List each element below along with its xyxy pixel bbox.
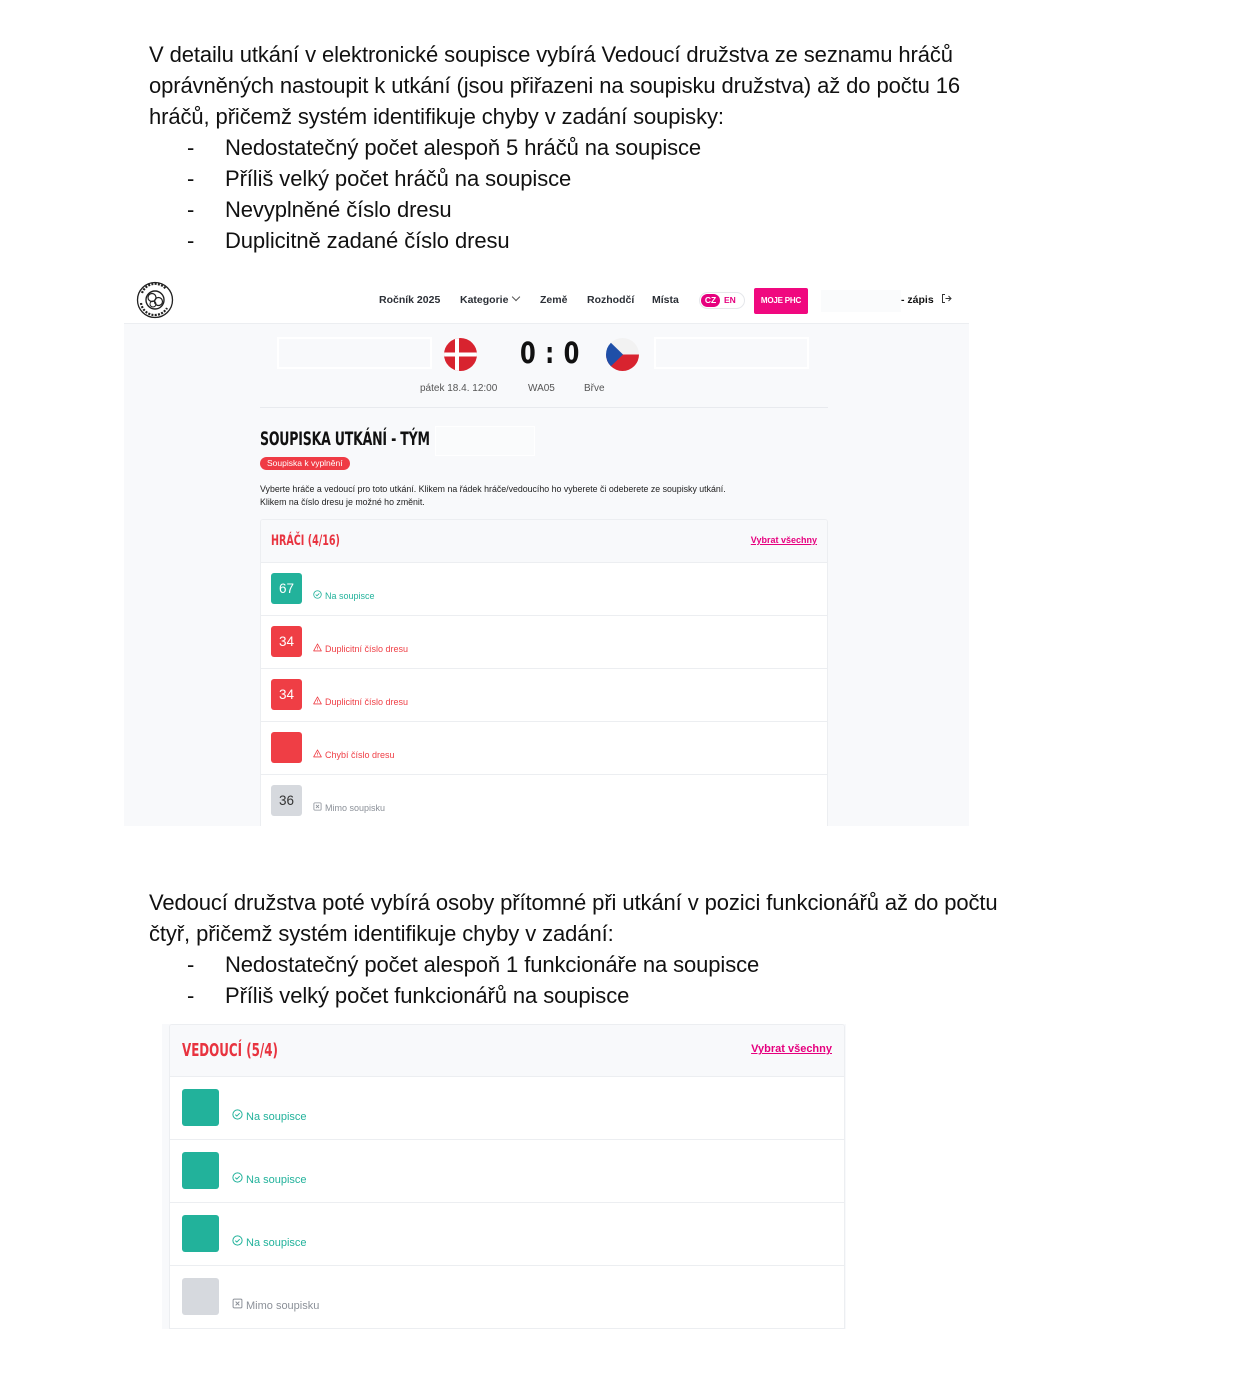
- outro-text: [149, 887, 998, 1011]
- row-status-text: Mimo soupisku: [246, 1299, 320, 1312]
- bullet-text: Nevyplněné číslo dresu: [225, 197, 452, 222]
- officials-error-list: [149, 949, 998, 1011]
- row-status-text: Na soupisce: [246, 1236, 307, 1249]
- bullet-dash: -: [187, 197, 195, 222]
- warning-triangle-icon: [313, 749, 322, 760]
- roster-row[interactable]: [170, 1266, 844, 1329]
- players-title: HRÁČI (4/16): [271, 533, 340, 549]
- row-status: [232, 1110, 307, 1124]
- jersey-number[interactable]: 34: [271, 626, 302, 657]
- jersey-number[interactable]: [182, 1089, 219, 1126]
- row-status-text: Na soupisce: [246, 1173, 307, 1186]
- nav-rocnik[interactable]: Ročník 2025: [379, 294, 441, 306]
- nav-zeme[interactable]: Země: [540, 294, 568, 306]
- warning-triangle-icon: [313, 696, 322, 707]
- match-venue: Břve: [584, 383, 605, 394]
- check-circle-icon: [232, 1172, 243, 1186]
- bullet-dash: -: [187, 135, 195, 160]
- jersey-number[interactable]: [271, 732, 302, 763]
- officials-card-header: [170, 1025, 844, 1077]
- roster-row[interactable]: [170, 1203, 844, 1266]
- denmark-flag-icon: [444, 338, 477, 371]
- nav-kategorie[interactable]: [460, 294, 519, 306]
- jersey-number[interactable]: [182, 1152, 219, 1189]
- bullet-dash: -: [187, 952, 195, 977]
- bullet-item: [149, 194, 960, 225]
- help-line: Klikem na číslo dresu je možné ho změnit.: [260, 497, 425, 507]
- bullet-text: Nedostatečný počet alespoň 1 funkcionáře na soupisce: [225, 952, 760, 977]
- jersey-number[interactable]: [182, 1215, 219, 1252]
- intro-text: [149, 39, 960, 256]
- players-card-header: [261, 520, 827, 563]
- bullet-text: Duplicitně zadané číslo dresu: [225, 228, 510, 253]
- row-status-text: Na soupisce: [325, 591, 375, 601]
- help-line: Vyberte hráče a vedoucí pro toto utkání. Klikem na řádek hráče/vedoucího ho vyberete či odeberete ze soupisky utkání.: [260, 484, 726, 494]
- nav-kategorie-label: Kategorie: [460, 294, 509, 306]
- divider: [260, 407, 828, 408]
- nav-rozhodci[interactable]: Rozhodčí: [587, 294, 635, 306]
- roster-row[interactable]: [261, 616, 827, 669]
- match-date: pátek 18.4. 12:00: [420, 383, 498, 394]
- bullet-item: [149, 225, 960, 256]
- roster-row[interactable]: [170, 1077, 844, 1140]
- outro-line: Vedoucí družstva poté vybírá osoby přítomné při utkání v pozici funkcionářů až do počtu: [149, 890, 998, 915]
- row-status-text: Na soupisce: [246, 1110, 307, 1123]
- row-status: [232, 1299, 319, 1313]
- bullet-text: Nedostatečný počet alespoň 5 hráčů na soupisce: [225, 135, 702, 160]
- top-navbar: [124, 276, 969, 324]
- logout-icon[interactable]: [941, 293, 952, 307]
- roster-screenshot: [124, 276, 969, 826]
- jersey-number[interactable]: 34: [271, 679, 302, 710]
- lang-en[interactable]: EN: [724, 295, 736, 305]
- roster-row[interactable]: [261, 775, 827, 826]
- select-all-players-link[interactable]: Vybrat všechny: [750, 535, 817, 545]
- roster-status-badge: Soupiska k vyplnění: [260, 457, 350, 470]
- bullet-item: [149, 132, 960, 163]
- outro-line: čtyř, přičemž systém identifikuje chyby v zadání:: [149, 921, 614, 946]
- moje-phc-button[interactable]: MOJE PHC: [754, 288, 808, 314]
- row-status: [313, 697, 408, 708]
- check-circle-icon: [232, 1109, 243, 1123]
- jersey-number[interactable]: 67: [271, 573, 302, 604]
- x-square-icon: [313, 802, 322, 813]
- players-list: [261, 563, 827, 826]
- row-status: [232, 1236, 307, 1250]
- row-status-text: Duplicitní číslo dresu: [325, 697, 409, 707]
- intro-line: hráčů, přičemž systém identifikuje chyby v zadání soupisky:: [149, 104, 724, 129]
- bullet-item: [149, 980, 998, 1011]
- jersey-number[interactable]: 36: [271, 785, 302, 816]
- team-name-redacted: [435, 426, 535, 456]
- select-all-officials-link[interactable]: Vybrat všechny: [751, 1043, 832, 1055]
- nav-mista[interactable]: Místa: [652, 294, 679, 306]
- user-role-label: - zápis: [901, 294, 934, 306]
- officials-card: [169, 1024, 845, 1329]
- match-score: 0 : 0: [520, 336, 581, 370]
- row-status: [313, 803, 385, 814]
- roster-row[interactable]: [261, 563, 827, 616]
- bullet-item: [149, 163, 960, 194]
- player-error-list: [149, 132, 960, 256]
- intro-line: oprávněných nastoupit k utkání (jsou přiřazeni na soupisku družstva) až do počtu 16: [149, 73, 961, 98]
- intro-line: V detailu utkání v elektronické soupisce vybírá Vedoucí družstva ze seznamu hráčů: [149, 42, 953, 67]
- roster-help-text: [260, 483, 726, 509]
- roster-row[interactable]: [170, 1140, 844, 1203]
- roster-row[interactable]: [261, 722, 827, 775]
- language-toggle[interactable]: [699, 292, 745, 309]
- jersey-number[interactable]: [182, 1278, 219, 1315]
- prague-handball-cup-logo[interactable]: [136, 281, 174, 319]
- row-status: [313, 644, 408, 655]
- check-circle-icon: [313, 590, 322, 601]
- bullet-text: Příliš velký počet funkcionářů na soupisce: [225, 983, 630, 1008]
- check-circle-icon: [232, 1235, 243, 1249]
- row-status-text: Mimo soupisku: [325, 803, 386, 813]
- row-status: [313, 591, 375, 602]
- home-team-name-redacted: [277, 337, 432, 369]
- bullet-dash: -: [187, 228, 195, 253]
- bullet-dash: -: [187, 983, 195, 1008]
- chevron-down-icon: [512, 293, 520, 301]
- match-code: WA05: [528, 383, 555, 394]
- officials-list: [170, 1077, 844, 1329]
- row-status: [313, 750, 395, 761]
- lang-cz[interactable]: CZ: [701, 294, 720, 307]
- bullet-text: Příliš velký počet hráčů na soupisce: [225, 166, 572, 191]
- officials-title: VEDOUCÍ (5/4): [182, 1040, 278, 1061]
- officials-screenshot: [162, 1024, 846, 1329]
- row-status-text: Duplicitní číslo dresu: [325, 644, 409, 654]
- user-name-redacted: [821, 290, 901, 312]
- x-square-icon: [232, 1298, 243, 1312]
- warning-triangle-icon: [313, 643, 322, 654]
- roster-title: SOUPISKA UTKÁNÍ - TÝM: [260, 428, 430, 450]
- away-team-name-redacted: [654, 337, 809, 369]
- row-status-text: Chybí číslo dresu: [325, 750, 395, 760]
- bullet-dash: -: [187, 166, 195, 191]
- bullet-item: [149, 949, 998, 980]
- roster-row[interactable]: [261, 669, 827, 722]
- players-card: [260, 519, 828, 826]
- czech-flag-icon: [606, 338, 639, 371]
- row-status: [232, 1173, 307, 1187]
